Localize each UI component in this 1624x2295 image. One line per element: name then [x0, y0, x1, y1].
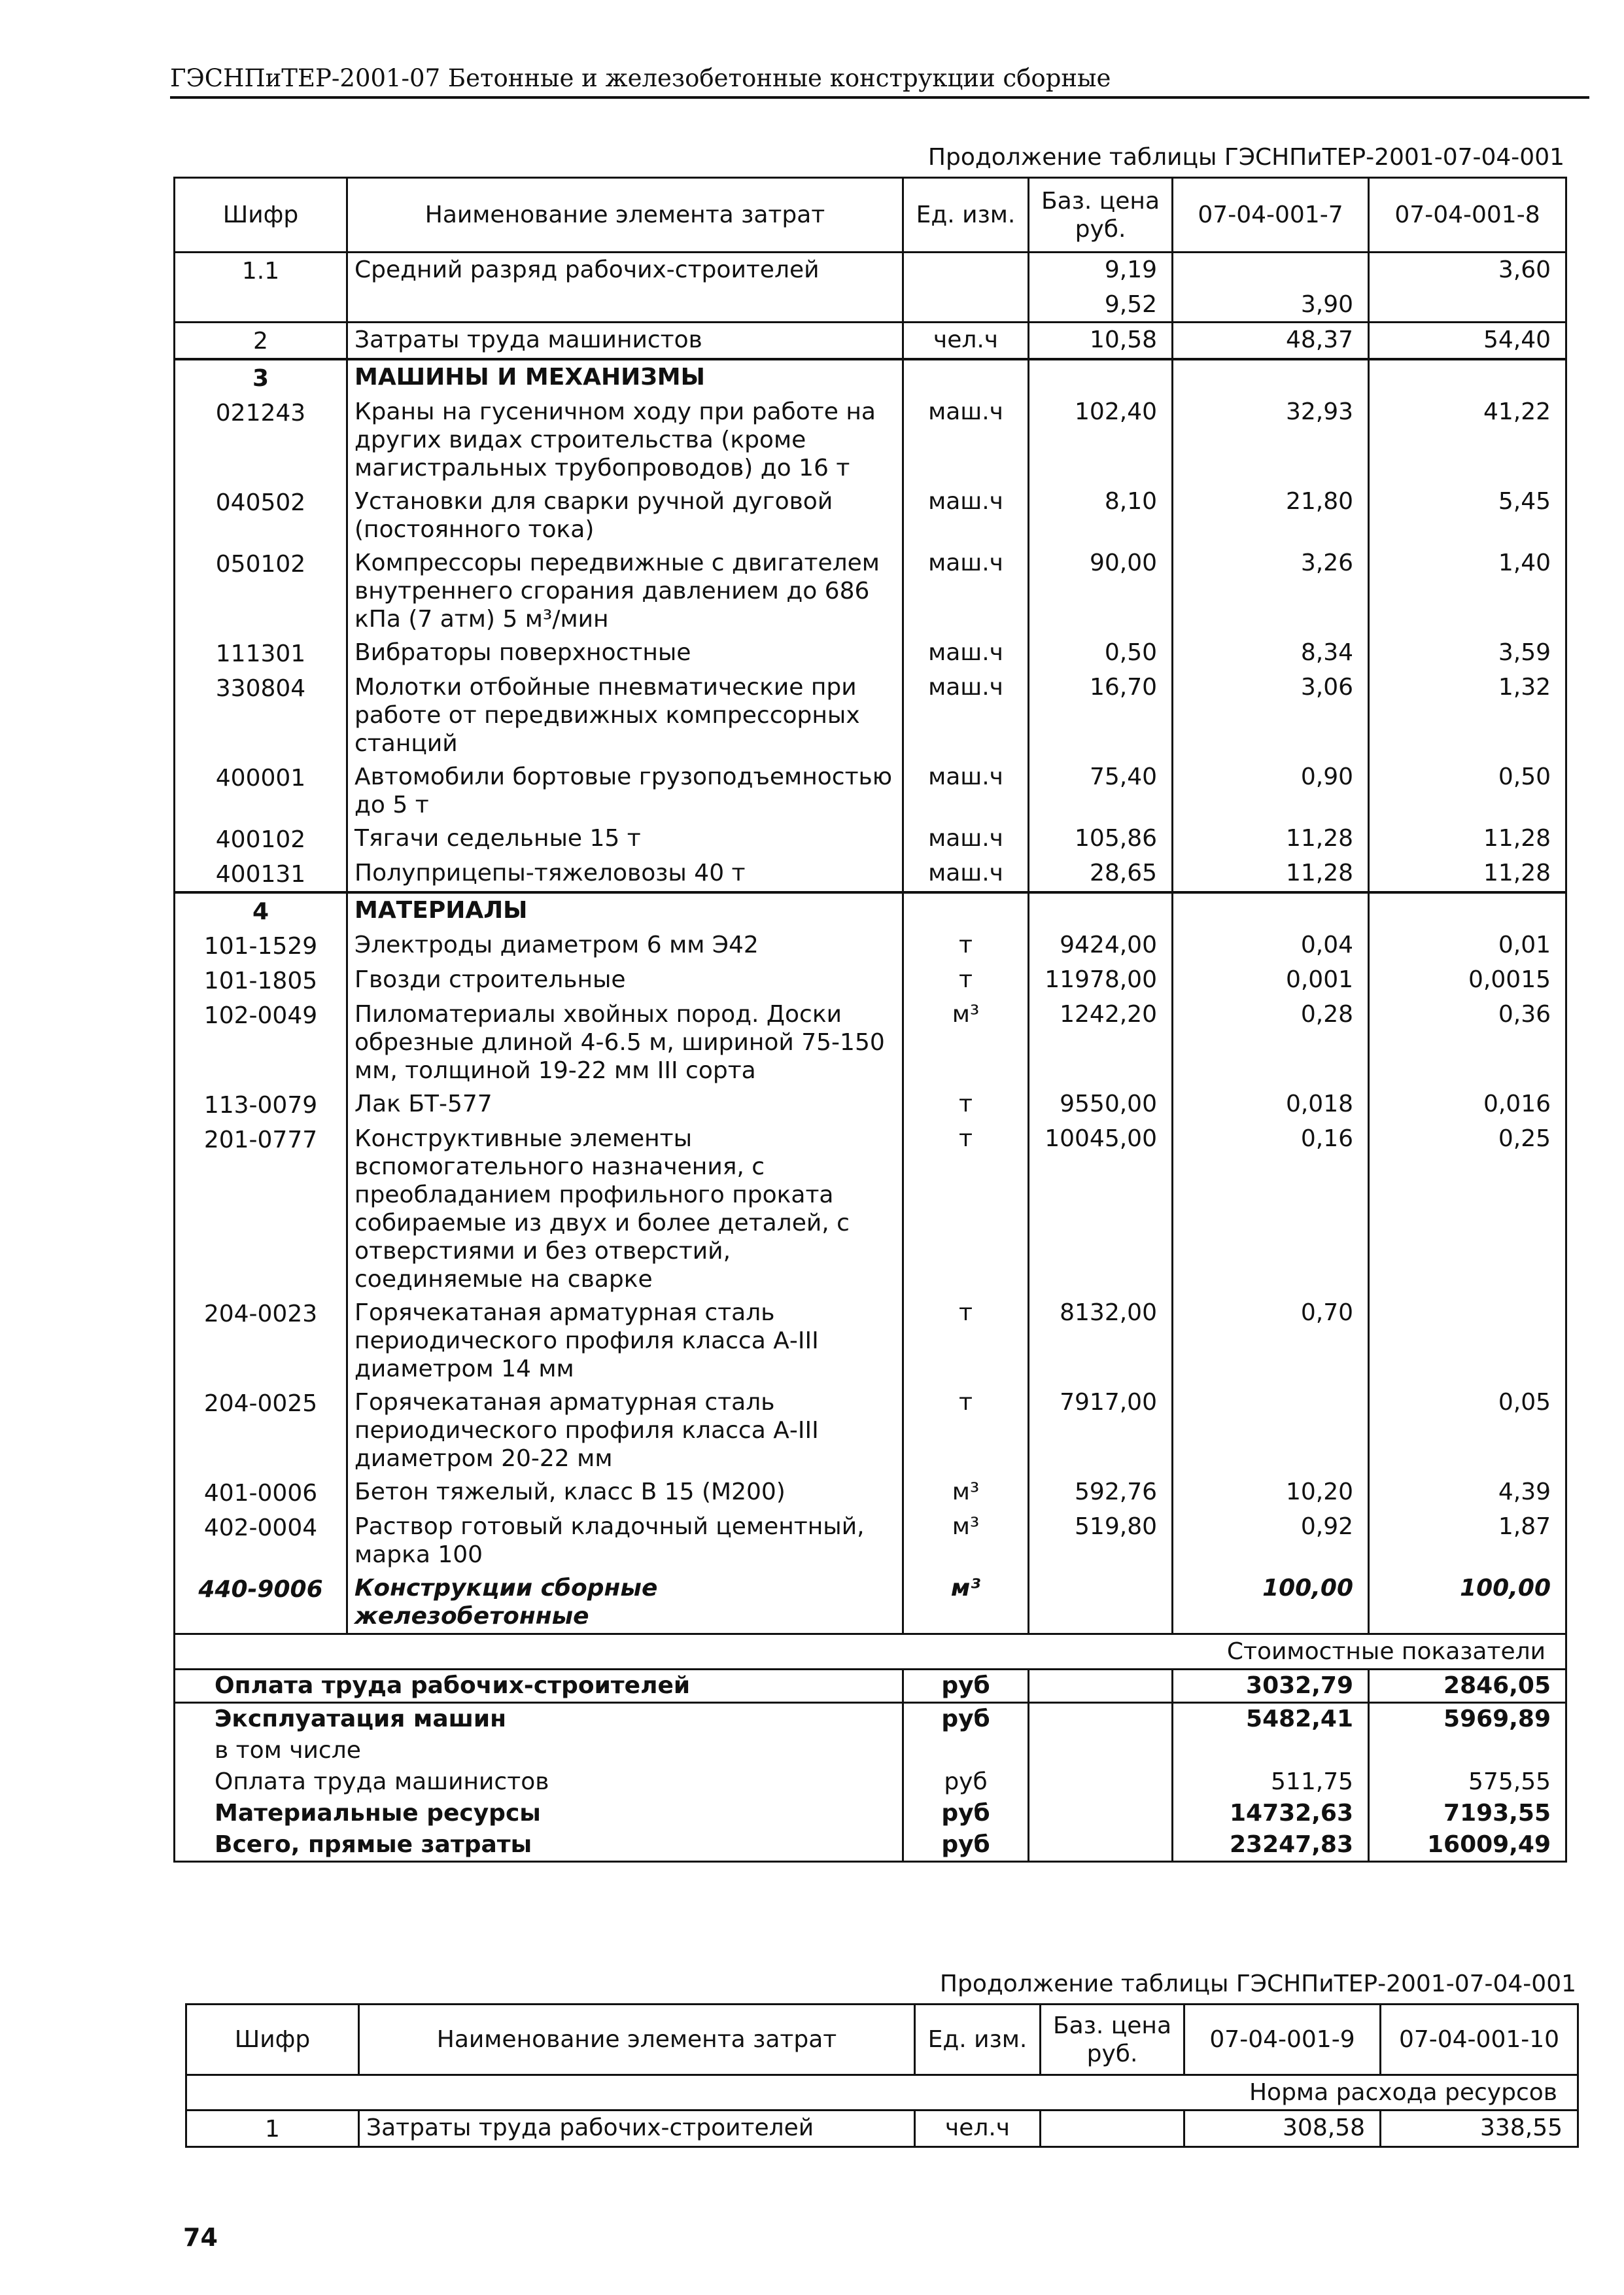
row-value-1: 10,20 — [1173, 1475, 1369, 1510]
row-value-2: 11,28 — [1369, 822, 1566, 856]
cost-value-1: 511,75 — [1173, 1766, 1369, 1798]
row-unit — [903, 253, 1029, 289]
row-unit: м³ — [903, 1475, 1029, 1510]
resource-table-2 — [185, 2003, 1579, 2148]
row-code: 1 — [186, 2111, 359, 2147]
cost-unit: руб — [903, 1798, 1029, 1829]
row-name — [347, 288, 903, 323]
row-code: 201-0777 — [175, 1122, 347, 1296]
row-value-1: 3,90 — [1173, 288, 1369, 323]
row-name: Вибраторы поверхностные — [347, 636, 903, 671]
cost-label: в том числе — [175, 1735, 903, 1766]
table-row — [175, 822, 1566, 856]
norm-title: Норма расхода ресурсов — [186, 2075, 1578, 2111]
row-price — [1029, 1571, 1173, 1634]
row-code: 402-0004 — [175, 1510, 347, 1571]
row-value-1: 308,58 — [1184, 2111, 1381, 2147]
row-code: 101-1805 — [175, 963, 347, 998]
header-code: Шифр — [175, 178, 347, 253]
row-value-1: 3,06 — [1173, 671, 1369, 760]
row-code: 040502 — [175, 485, 347, 546]
cost-row — [175, 1798, 1566, 1829]
cost-row — [175, 1766, 1566, 1798]
row-unit: маш.ч — [903, 636, 1029, 671]
row-price: 1242,20 — [1029, 998, 1173, 1087]
row-price: 9550,00 — [1029, 1087, 1173, 1122]
row-value-2: 3,59 — [1369, 636, 1566, 671]
row-unit: т — [903, 1296, 1029, 1386]
cost-value-1: 23247,83 — [1173, 1829, 1369, 1862]
row-unit: м³ — [903, 1510, 1029, 1571]
table-row — [175, 1510, 1566, 1571]
row-code: 101-1529 — [175, 928, 347, 963]
header-col1: 07-04-001-7 — [1173, 178, 1369, 253]
row-price: 9424,00 — [1029, 928, 1173, 963]
row-value-2: 0,25 — [1369, 1122, 1566, 1296]
row-name: Компрессоры передвижные с двигателем внутреннего сгорания давлением до 686 кПа (7 атм) 5 м³/мин — [347, 546, 903, 636]
cost-row — [175, 1703, 1566, 1736]
row-unit: м³ — [903, 998, 1029, 1087]
norm-header-row — [186, 2075, 1578, 2111]
row-value-2: 41,22 — [1369, 395, 1566, 485]
row-value-2: 0,01 — [1369, 928, 1566, 963]
row-name: Полуприцепы-тяжеловозы 40 т — [347, 856, 903, 892]
cost-row — [175, 1670, 1566, 1703]
row-price — [1041, 2111, 1184, 2147]
row-name: Молотки отбойные пневматические при работе от передвижных компрессорных станций — [347, 671, 903, 760]
row-code: 400102 — [175, 822, 347, 856]
row-price: 7917,00 — [1029, 1386, 1173, 1475]
table-row — [175, 546, 1566, 636]
cost-value-2: 7193,55 — [1369, 1798, 1566, 1829]
page-number: 74 — [183, 2223, 218, 2252]
table-row — [175, 323, 1566, 360]
row-name: Гвозди строительные — [347, 963, 903, 998]
section-code: 3 — [175, 359, 347, 395]
row-value-1: 0,001 — [1173, 963, 1369, 998]
row-value-1: 0,90 — [1173, 760, 1369, 822]
row-value-1: 8,34 — [1173, 636, 1369, 671]
row-code: 204-0023 — [175, 1296, 347, 1386]
section-row-materials — [175, 892, 1566, 928]
cost-label: Всего, прямые затраты — [175, 1829, 903, 1862]
row-value-2: 0,016 — [1369, 1087, 1566, 1122]
row-name: Краны на гусеничном ходу при работе на других видах строительства (кроме магистральных трубопроводов) до 16 т — [347, 395, 903, 485]
row-unit: т — [903, 963, 1029, 998]
row-value-2: 0,50 — [1369, 760, 1566, 822]
row-value-1 — [1173, 1386, 1369, 1475]
row-unit: т — [903, 1386, 1029, 1475]
row-value-1: 100,00 — [1173, 1571, 1369, 1634]
row-value-1: 0,28 — [1173, 998, 1369, 1087]
table-row — [175, 760, 1566, 822]
table-row — [175, 998, 1566, 1087]
row-unit: маш.ч — [903, 395, 1029, 485]
row-name: Раствор готовый кладочный цементный, марка 100 — [347, 1510, 903, 1571]
row-unit: т — [903, 1122, 1029, 1296]
cost-label: Оплата труда машинистов — [175, 1766, 903, 1798]
row-price: 10,58 — [1029, 323, 1173, 360]
header-col1: 07-04-001-9 — [1184, 2005, 1381, 2075]
table-row — [186, 2111, 1578, 2147]
cost-value-1: 14732,63 — [1173, 1798, 1369, 1829]
header-price: Баз. цена руб. — [1029, 178, 1173, 253]
row-value-1: 11,28 — [1173, 822, 1369, 856]
row-code: 400131 — [175, 856, 347, 892]
row-unit: т — [903, 1087, 1029, 1122]
row-value-2: 3,60 — [1369, 253, 1566, 289]
table-row — [175, 1296, 1566, 1386]
row-value-2: 4,39 — [1369, 1475, 1566, 1510]
row-value-2: 0,36 — [1369, 998, 1566, 1087]
header-code: Шифр — [186, 2005, 359, 2075]
row-code: 440-9006 — [175, 1571, 347, 1634]
section-row-machines — [175, 359, 1566, 395]
table-row — [175, 856, 1566, 892]
row-code: 204-0025 — [175, 1386, 347, 1475]
row-value-2: 1,40 — [1369, 546, 1566, 636]
row-code: 1.1 — [175, 253, 347, 289]
header-name: Наименование элемента затрат — [347, 178, 903, 253]
row-value-2: 1,87 — [1369, 1510, 1566, 1571]
row-price: 75,40 — [1029, 760, 1173, 822]
row-name: Лак БТ-577 — [347, 1087, 903, 1122]
row-name: Электроды диаметром 6 мм Э42 — [347, 928, 903, 963]
row-code: 400001 — [175, 760, 347, 822]
row-name: Затраты труда машинистов — [347, 323, 903, 360]
row-price: 10045,00 — [1029, 1122, 1173, 1296]
row-value-1: 48,37 — [1173, 323, 1369, 360]
row-value-1 — [1173, 253, 1369, 289]
cost-title: Стоимостные показатели — [175, 1634, 1566, 1670]
cost-value-1: 3032,79 — [1173, 1670, 1369, 1703]
row-name: Затраты труда рабочих-строителей — [359, 2111, 915, 2147]
section-title: МАШИНЫ И МЕХАНИЗМЫ — [347, 359, 903, 395]
row-value-2: 11,28 — [1369, 856, 1566, 892]
row-value-1: 32,93 — [1173, 395, 1369, 485]
table-row — [175, 253, 1566, 289]
cost-value-2: 2846,05 — [1369, 1670, 1566, 1703]
row-value-1: 0,16 — [1173, 1122, 1369, 1296]
cost-value-2: 575,55 — [1369, 1766, 1566, 1798]
row-code — [175, 288, 347, 323]
row-value-2 — [1369, 288, 1566, 323]
row-name: Бетон тяжелый, класс В 15 (М200) — [347, 1475, 903, 1510]
row-value-2 — [1369, 1296, 1566, 1386]
table-row — [175, 636, 1566, 671]
row-price: 0,50 — [1029, 636, 1173, 671]
row-price: 11978,00 — [1029, 963, 1173, 998]
cost-unit: руб — [903, 1670, 1029, 1703]
row-price: 519,80 — [1029, 1510, 1173, 1571]
row-value-1: 0,018 — [1173, 1087, 1369, 1122]
cost-value-2 — [1369, 1735, 1566, 1766]
row-value-1: 3,26 — [1173, 546, 1369, 636]
row-value-1: 0,92 — [1173, 1510, 1369, 1571]
cost-label: Материальные ресурсы — [175, 1798, 903, 1829]
row-unit: маш.ч — [903, 546, 1029, 636]
row-price: 102,40 — [1029, 395, 1173, 485]
cost-label: Оплата труда рабочих-строителей — [175, 1670, 903, 1703]
row-unit: м³ — [903, 1571, 1029, 1634]
row-price: 8132,00 — [1029, 1296, 1173, 1386]
row-unit: чел.ч — [915, 2111, 1041, 2147]
row-price: 105,86 — [1029, 822, 1173, 856]
cost-header-row — [175, 1634, 1566, 1670]
cost-label: Эксплуатация машин — [175, 1703, 903, 1736]
row-value-2: 0,0015 — [1369, 963, 1566, 998]
table-row — [175, 928, 1566, 963]
row-value-2: 54,40 — [1369, 323, 1566, 360]
table-row — [175, 288, 1566, 323]
row-value-2: 0,05 — [1369, 1386, 1566, 1475]
row-name: Средний разряд рабочих-строителей — [347, 253, 903, 289]
row-name: Пиломатериалы хвойных пород. Доски обрезные длиной 4-6.5 м, шириной 75-150 мм, толщиной 19-22 мм III сорта — [347, 998, 903, 1087]
row-unit: маш.ч — [903, 856, 1029, 892]
table2-header-row — [186, 2005, 1578, 2075]
row-code: 050102 — [175, 546, 347, 636]
row-value-1: 0,70 — [1173, 1296, 1369, 1386]
row-unit — [903, 288, 1029, 323]
row-name: Установки для сварки ручной дуговой (постоянного тока) — [347, 485, 903, 546]
cost-unit: руб — [903, 1703, 1029, 1736]
row-code: 113-0079 — [175, 1087, 347, 1122]
table-row-product — [175, 1571, 1566, 1634]
row-name: Автомобили бортовые грузоподъемностью до 5 т — [347, 760, 903, 822]
row-price: 8,10 — [1029, 485, 1173, 546]
row-value-2: 338,55 — [1381, 2111, 1578, 2147]
cost-value-1 — [1173, 1735, 1369, 1766]
cost-unit: руб — [903, 1829, 1029, 1862]
row-value-1: 0,04 — [1173, 928, 1369, 963]
row-unit: маш.ч — [903, 822, 1029, 856]
table1-caption: Продолжение таблицы ГЭСНПиТЕР-2001-07-04-001 — [927, 144, 1564, 171]
section-code: 4 — [175, 892, 347, 928]
row-price: 16,70 — [1029, 671, 1173, 760]
header-col2: 07-04-001-10 — [1381, 2005, 1578, 2075]
table-row — [175, 963, 1566, 998]
table-row — [175, 1087, 1566, 1122]
row-code: 102-0049 — [175, 998, 347, 1087]
row-unit: маш.ч — [903, 671, 1029, 760]
page-header: ГЭСНПиТЕР-2001-07 Бетонные и железобетонные конструкции сборные — [170, 64, 1589, 99]
section-title: МАТЕРИАЛЫ — [347, 892, 903, 928]
row-value-1: 11,28 — [1173, 856, 1369, 892]
resource-table-1 — [173, 177, 1567, 1863]
row-name: Тягачи седельные 15 т — [347, 822, 903, 856]
row-code: 111301 — [175, 636, 347, 671]
row-price: 592,76 — [1029, 1475, 1173, 1510]
table2-caption: Продолжение таблицы ГЭСНПиТЕР-2001-07-04-001 — [939, 1971, 1576, 1997]
cost-value-2: 5969,89 — [1369, 1703, 1566, 1736]
header-unit: Ед. изм. — [903, 178, 1029, 253]
row-code: 401-0006 — [175, 1475, 347, 1510]
cost-unit — [903, 1735, 1029, 1766]
row-name: Горячекатаная арматурная сталь периодического профиля класса А-III диаметром 20-22 мм — [347, 1386, 903, 1475]
cost-value-2: 16009,49 — [1369, 1829, 1566, 1862]
row-price: 9,52 — [1029, 288, 1173, 323]
row-code: 021243 — [175, 395, 347, 485]
table-row — [175, 1386, 1566, 1475]
row-value-2: 5,45 — [1369, 485, 1566, 546]
table-row — [175, 395, 1566, 485]
header-unit: Ед. изм. — [915, 2005, 1041, 2075]
row-code: 330804 — [175, 671, 347, 760]
table-row — [175, 1122, 1566, 1296]
cost-value-1: 5482,41 — [1173, 1703, 1369, 1736]
cost-row — [175, 1735, 1566, 1766]
row-name: Конструктивные элементы вспомогательного назначения, с преобладанием профильного проката собираемые из двух и более деталей, с отверстиями и без отверстий, соединяемые на сварке — [347, 1122, 903, 1296]
row-unit: чел.ч — [903, 323, 1029, 360]
table-row — [175, 671, 1566, 760]
header-col2: 07-04-001-8 — [1369, 178, 1566, 253]
header-name: Наименование элемента затрат — [359, 2005, 915, 2075]
header-price: Баз. цена руб. — [1041, 2005, 1184, 2075]
row-name: Горячекатаная арматурная сталь периодического профиля класса А-III диаметром 14 мм — [347, 1296, 903, 1386]
row-value-2: 1,32 — [1369, 671, 1566, 760]
table1-header-row — [175, 178, 1566, 253]
row-unit: т — [903, 928, 1029, 963]
row-code: 2 — [175, 323, 347, 360]
row-price: 28,65 — [1029, 856, 1173, 892]
row-price: 90,00 — [1029, 546, 1173, 636]
cost-row — [175, 1829, 1566, 1862]
row-value-1: 21,80 — [1173, 485, 1369, 546]
row-unit: маш.ч — [903, 760, 1029, 822]
table-row — [175, 1475, 1566, 1510]
row-price: 9,19 — [1029, 253, 1173, 289]
table-row — [175, 485, 1566, 546]
cost-unit: руб — [903, 1766, 1029, 1798]
row-unit: маш.ч — [903, 485, 1029, 546]
row-name: Конструкции сборные железобетонные — [347, 1571, 903, 1634]
row-value-2: 100,00 — [1369, 1571, 1566, 1634]
